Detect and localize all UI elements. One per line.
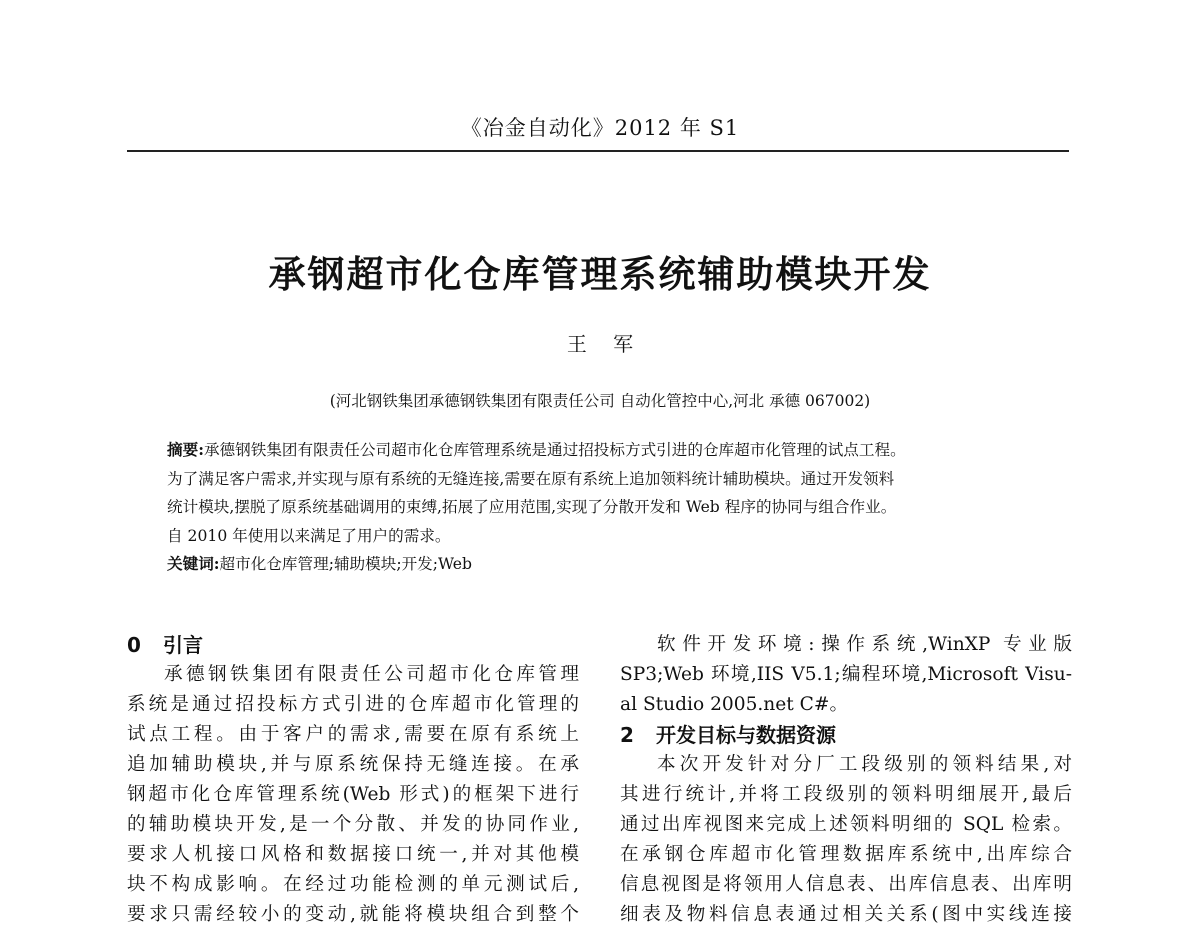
right-column xyxy=(620,630,1072,930)
paper-author: 王 军 xyxy=(566,332,634,356)
abstract-line xyxy=(167,436,1047,465)
paragraph-line: 追加辅助模块,并与原系统保持无缝连接。在承 xyxy=(127,754,579,775)
paragraph-line: 要求只需经较小的变动,就能将模块组合到整个 xyxy=(127,904,579,925)
abstract-block xyxy=(167,436,1047,579)
paragraph-line: 细表及物料信息表通过相关关系(图中实线连接 xyxy=(620,904,1072,925)
paragraph-line: 系统是通过招投标方式引进的仓库超市化管理的 xyxy=(127,694,579,715)
section-number: 0 xyxy=(127,633,141,657)
paragraph-line: 信息视图是将领用人信息表、出库信息表、出库明 xyxy=(620,874,1072,895)
paragraph-line: 通过出库视图来完成上述领料明细的 SQL 检索。 xyxy=(620,814,1072,835)
paragraph-line: 块不构成影响。在经过功能检测的单元测试后, xyxy=(127,874,579,895)
paragraph-line: SP3;Web 环境,IIS V5.1;编程环境,Microsoft Visu- xyxy=(620,664,1072,685)
paper-affiliation: (河北钢铁集团承德钢铁集团有限责任公司 自动化管控中心,河北 承德 067002) xyxy=(329,392,871,410)
paragraph-line: 要求人机接口风格和数据接口统一,并对其他模 xyxy=(127,844,579,865)
paragraph-line: 在承钢仓库超市化管理数据库系统中,出库综合 xyxy=(620,844,1072,865)
keywords-label: 关键词: xyxy=(167,554,220,573)
abstract-line: 为了满足客户需求,并实现与原有系统的无缝连接,需要在原有系统上追加领料统计辅助模块。通过开发领料 xyxy=(167,469,895,488)
paragraph-line: 其进行统计,并将工段级别的领料明细展开,最后 xyxy=(620,784,1072,805)
left-column xyxy=(127,630,579,930)
paragraph-line: 试点工程。由于客户的需求,需要在原有系统上 xyxy=(127,724,579,745)
keywords-line xyxy=(167,550,1047,579)
paragraph-line: 的辅助模块开发,是一个分散、并发的协同作业, xyxy=(127,814,579,835)
paper-title: 承钢超市化仓库管理系统辅助模块开发 xyxy=(268,253,932,296)
header-rule xyxy=(127,150,1069,152)
section-heading-goals xyxy=(620,720,1072,750)
paragraph-line: 本次开发针对分厂工段级别的领料结果,对 xyxy=(657,754,1072,775)
journal-header: 《冶金自动化》2012 年 S1 xyxy=(460,116,740,140)
paragraph-line: 承德钢铁集团有限责任公司超市化仓库管理 xyxy=(164,664,579,685)
abstract-line: 统计模块,摆脱了原系统基础调用的束缚,拓展了应用范围,实现了分散开发和 Web 程序的协同与组合作业。 xyxy=(167,498,897,516)
paragraph-line: al Studio 2005.net C#。 xyxy=(620,694,849,715)
section-title: 开发目标与数据资源 xyxy=(656,723,836,747)
abstract-line: 自 2010 年使用以来满足了用户的需求。 xyxy=(167,526,451,545)
paragraph-line: 软件开发环境:操作系统,WinXP 专业版 xyxy=(657,634,1072,655)
paragraph-line: 钢超市化仓库管理系统(Web 形式)的框架下进行 xyxy=(127,784,579,805)
section-title: 引言 xyxy=(163,633,203,657)
abstract-text: 承德钢铁集团有限责任公司超市化仓库管理系统是通过招投标方式引进的仓库超市化管理的试点工程。 xyxy=(203,441,906,459)
abstract-label: 摘要: xyxy=(167,440,204,459)
keywords-text: 超市化仓库管理;辅助模块;开发;Web xyxy=(219,555,472,573)
section-number: 2 xyxy=(620,723,634,747)
section-heading-intro xyxy=(127,630,579,660)
